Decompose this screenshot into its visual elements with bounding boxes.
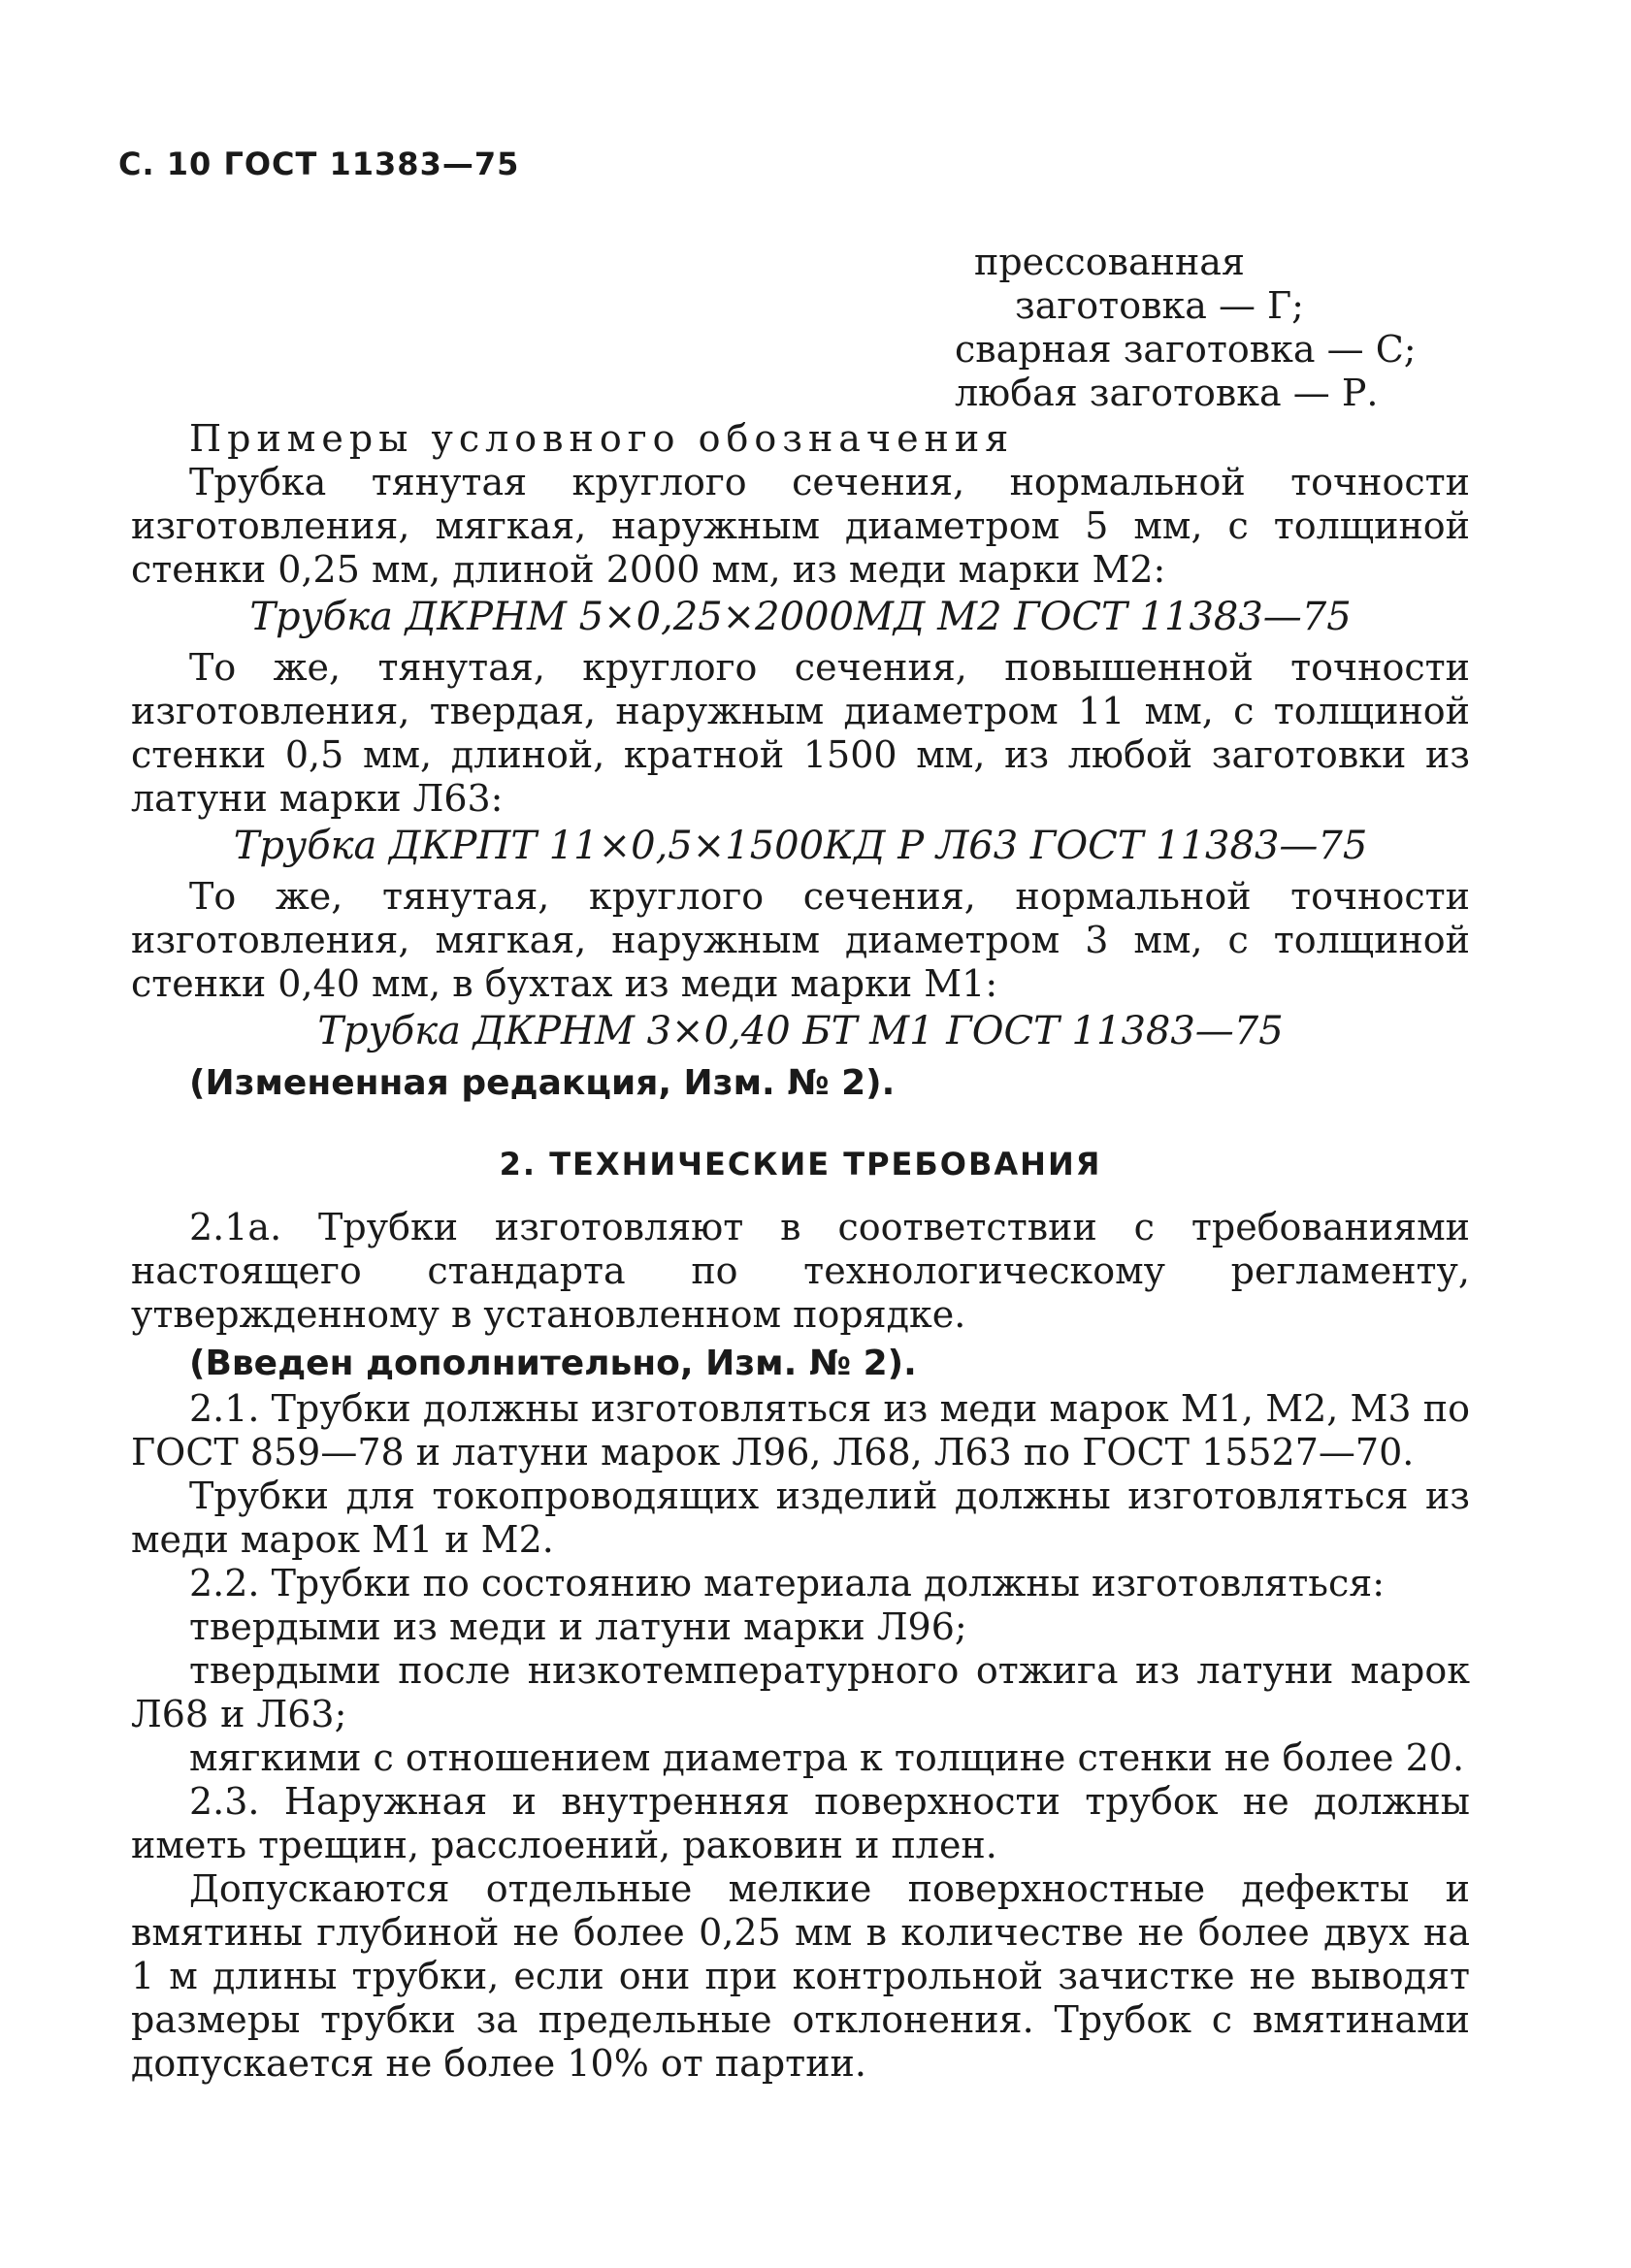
section-title: 2. ТЕХНИЧЕСКИЕ ТРЕБОВАНИЯ xyxy=(499,1146,1102,1183)
list-item: любая заготовка — Р. xyxy=(955,372,1379,414)
clause-2-1a: 2.1а. Трубки изготовляют в соответствии с требованиями настоящего стандарта по технологическому регламенту, утвержденному в установленном порядке. xyxy=(131,1206,1470,1336)
clause-2-1: 2.1. Трубки должны изготовляться из меди марок М1, М2, М3 по ГОСТ 859—78 и латуни марок Л96, Л68, Л63 по ГОСТ 15527—70. xyxy=(131,1387,1470,1474)
example-1-text: Трубка тянутая круглого сечения, нормальной точности изготовления, мягкая, наружным диаметром 5 мм, с толщиной стенки 0,25 мм, длиной 2000 мм, из меди марки М2: xyxy=(131,461,1470,591)
clause-2-3-paragraph: Допускаются отдельные мелкие поверхностные дефекты и вмятины глубиной не более 0,25 мм в количестве не более двух на 1 м длины трубки, если они при контрольной зачистке не выводят размеры трубки за предельные отклонения. Трубок с вмятинами допускается не более 10% от партии. xyxy=(131,1867,1470,2085)
document-body xyxy=(131,417,1470,2086)
examples-heading: Примеры условного обозначения xyxy=(189,417,1015,460)
clause-2-1-paragraph: Трубки для токопроводящих изделий должны изготовляться из меди марок М1 и М2. xyxy=(131,1474,1470,1561)
example-1-designation: Трубка ДКРНМ 5×0,25×2000МД М2 ГОСТ 11383—75 xyxy=(249,595,1352,639)
example-3-designation: Трубка ДКРНМ 3×0,40 БТ М1 ГОСТ 11383—75 xyxy=(317,1009,1284,1053)
clause-2-2-item: твердыми из меди и латуни марки Л96; xyxy=(189,1605,967,1648)
amendment-note-2-1a: (Введен дополнительно, Изм. № 2). xyxy=(189,1344,917,1383)
example-3-text: То же, тянутая, круглого сечения, нормальной точности изготовления, мягкая, наружным диаметром 3 мм, с толщиной стенки 0,40 мм, в бухтах из меди марки М1: xyxy=(131,875,1470,1005)
list-item: заготовка — Г; xyxy=(1015,284,1304,327)
example-2-designation: Трубка ДКРПТ 11×0,5×1500КД Р Л63 ГОСТ 11383—75 xyxy=(233,824,1368,868)
list-item: прессованная xyxy=(974,241,1245,283)
list-item: сварная заготовка — С; xyxy=(955,328,1417,371)
clause-2-3: 2.3. Наружная и внутренняя поверхности трубок не должны иметь трещин, расслоений, раковин и плен. xyxy=(131,1780,1470,1866)
clause-2-2: 2.2. Трубки по состоянию материала должны изготовляться: xyxy=(189,1562,1386,1604)
example-2-text: То же, тянутая, круглого сечения, повышенной точности изготовления, твердая, наружным диаметром 11 мм, с толщиной стенки 0,5 мм, длиной, кратной 1500 мм, из любой заготовки из латуни марки Л63: xyxy=(131,646,1470,820)
page-header: С. 10 ГОСТ 11383—75 xyxy=(118,146,520,182)
clause-2-2-item: твердыми после низкотемпературного отжига из латуни марок Л68 и Л63; xyxy=(131,1649,1470,1735)
clause-2-2-item: мягкими с отношением диаметра к толщине стенки не более 20. xyxy=(189,1736,1465,1779)
amendment-note: (Измененная редакция, Изм. № 2). xyxy=(189,1063,896,1103)
